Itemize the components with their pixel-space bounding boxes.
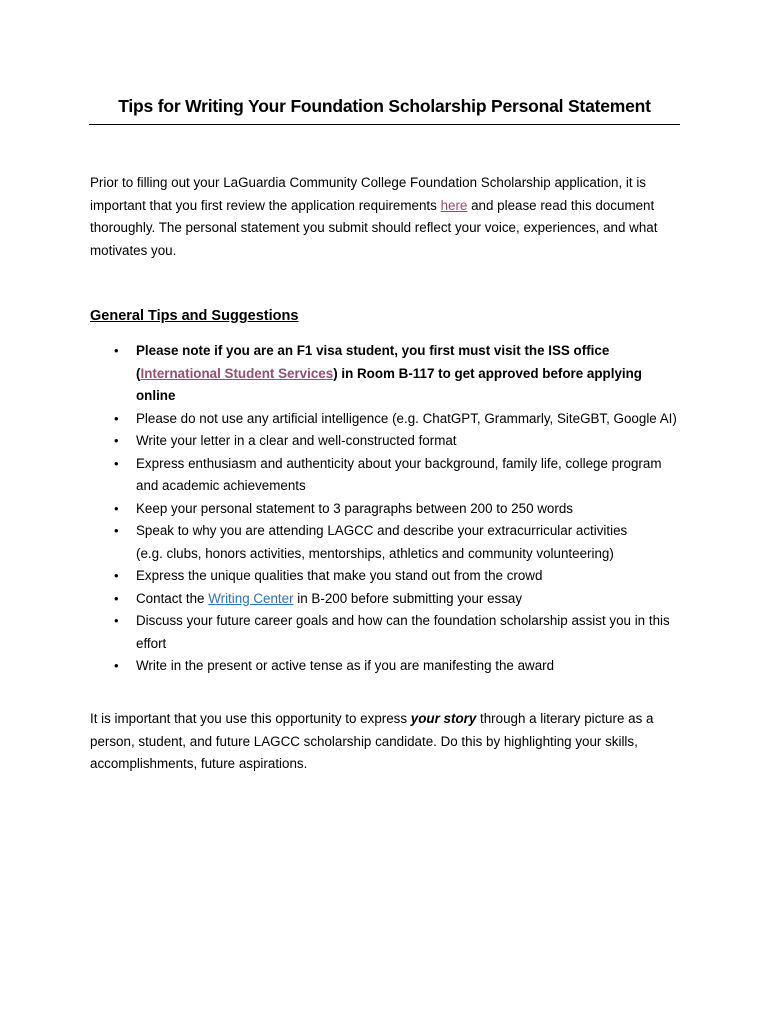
- bullet-icon: •: [114, 433, 119, 448]
- writing-center-tip: [136, 591, 522, 606]
- list-item: [90, 430, 682, 453]
- bullet-icon: •: [114, 500, 119, 516]
- list-item: [90, 498, 682, 521]
- bullet-icon: •: [114, 455, 119, 471]
- bullet-icon: •: [114, 613, 119, 628]
- requirements-link[interactable]: here: [440, 197, 468, 213]
- your-story-emphasis: your story: [410, 711, 477, 726]
- tips-list: [90, 340, 682, 678]
- bullet-icon: •: [114, 343, 119, 358]
- list-item: [90, 610, 682, 655]
- list-item: [90, 340, 682, 408]
- section-heading: General Tips and Suggestions: [90, 308, 299, 324]
- list-item: [90, 588, 682, 611]
- tip-text: Express enthusiasm and authenticity about your background, family life, college program and academic achievements: [136, 455, 662, 493]
- list-item: [90, 565, 682, 588]
- tip-text: Please do not use any artificial intelligence (e.g. ChatGPT, Grammarly, SiteGBT, Google AI): [136, 410, 677, 426]
- intro-text-end: and please read this document thoroughly. The personal statement you submit should reflect your voice, experiences, and what motivates you.: [90, 197, 658, 258]
- f1-visa-tip: [136, 343, 642, 403]
- title-underline-divider: [89, 124, 680, 125]
- tip-text: Express the unique qualities that make you stand out from the crowd: [136, 568, 543, 583]
- closing-text-start: It is important that you use this opportunity to express: [90, 711, 411, 726]
- bullet-icon: •: [114, 568, 119, 583]
- intro-paragraph: [90, 172, 680, 262]
- tip-text-end: in B-200 before submitting your essay: [293, 590, 523, 606]
- list-item: [90, 655, 682, 678]
- tip-text: Write in the present or active tense as if you are manifesting the award: [136, 658, 555, 673]
- intro-text-start: Prior to filling out your LaGuardia Community College Foundation Scholarship application, it is important that you first review the application requirements: [90, 175, 646, 213]
- closing-paragraph: [90, 708, 680, 776]
- tip-text-end: ) in Room B-117 to get approved before applying online: [136, 365, 642, 403]
- page-title: Tips for Writing Your Foundation Scholarship Personal Statement: [118, 96, 651, 116]
- tip-text-start: Contact the: [136, 590, 209, 606]
- bullet-icon: •: [114, 658, 119, 673]
- tip-text: Discuss your future career goals and how can the foundation scholarship assist you in this effort: [136, 613, 670, 651]
- tip-text: Keep your personal statement to 3 paragraphs between 200 to 250 words: [136, 500, 573, 516]
- closing-text-end: through a literary picture as a person, student, and future LAGCC scholarship candidate. Do this by highlighting your skills, accomplishments, future aspirations.: [90, 711, 654, 771]
- tip-text-start: Please note if you are an F1 visa student, you first must visit the ISS office (: [136, 343, 610, 381]
- iss-link[interactable]: International Student Services: [140, 365, 334, 381]
- tip-text: Write your letter in a clear and well-constructed format: [136, 433, 457, 448]
- writing-center-link[interactable]: Writing Center: [208, 590, 294, 606]
- tip-text: Speak to why you are attending LAGCC and describe your extracurricular activities: [136, 523, 628, 538]
- list-item: [90, 408, 682, 431]
- bullet-icon: •: [114, 590, 119, 606]
- list-item: [90, 520, 682, 565]
- bullet-icon: •: [114, 523, 119, 538]
- bullet-icon: •: [114, 410, 119, 426]
- list-item: [90, 453, 682, 498]
- tip-text-continued: (e.g. clubs, honors activities, mentorships, athletics and community volunteering): [136, 545, 614, 561]
